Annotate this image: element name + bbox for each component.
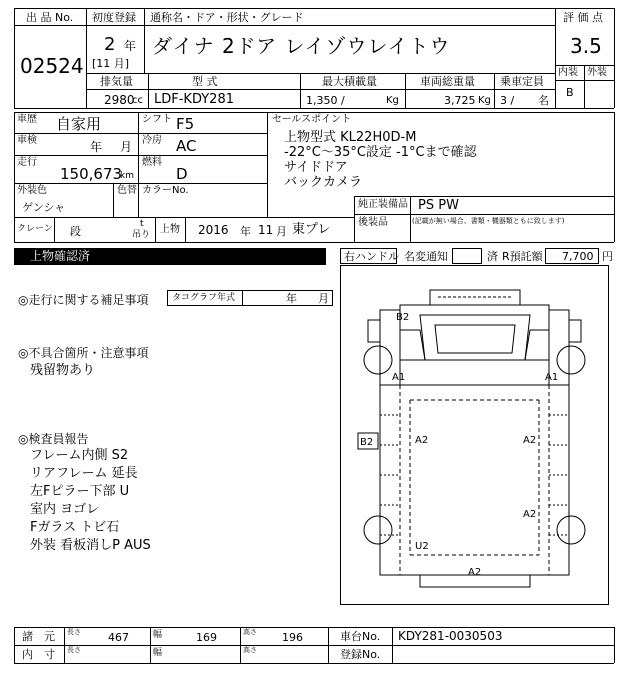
car-name: ダイナ 2ドア レイゾウレイトウ bbox=[152, 34, 451, 58]
rule bbox=[405, 73, 406, 108]
mileage-label: 走行 bbox=[17, 157, 37, 168]
damage-mark: A2 bbox=[468, 567, 482, 578]
rule bbox=[148, 73, 149, 108]
rear-right-wheel bbox=[557, 516, 585, 544]
crane-ton: t bbox=[140, 219, 144, 229]
rule bbox=[138, 112, 139, 217]
front-left-wheel bbox=[364, 346, 392, 374]
name-change-label: 名変通知 bbox=[404, 250, 448, 263]
length-value: 467 bbox=[108, 631, 129, 644]
aftermarket-label: 後装品 bbox=[358, 217, 388, 228]
max-load-value: 1,350 / bbox=[306, 94, 345, 107]
inspector-item: 室内 ヨゴレ bbox=[30, 502, 100, 517]
rule bbox=[14, 183, 267, 184]
inspector-item: リアフレーム 延長 bbox=[30, 466, 138, 481]
left-door bbox=[400, 330, 425, 360]
chassis-label: 車台No. bbox=[340, 630, 381, 643]
rule bbox=[86, 73, 555, 74]
length-label: 長さ bbox=[67, 628, 81, 636]
tacho-month: 月 bbox=[318, 292, 329, 305]
rule bbox=[242, 290, 243, 306]
rule bbox=[86, 8, 87, 108]
kg-unit-2: Kg bbox=[478, 95, 491, 106]
rule bbox=[410, 196, 411, 242]
rhd-label: 右ハンドル bbox=[344, 250, 399, 263]
inspector-item: Fガラス トビ石 bbox=[30, 520, 120, 535]
confirmed-banner-text: 上物確認済 bbox=[30, 249, 91, 263]
displacement-value: 2980 bbox=[104, 93, 135, 107]
interior-label: 内装 bbox=[558, 67, 578, 78]
rule bbox=[555, 8, 556, 108]
inspection-label: 車検 bbox=[17, 135, 37, 146]
damage-mark: U2 bbox=[415, 541, 429, 552]
sales-point-3: サイドドア bbox=[284, 160, 348, 175]
tacho-year: 年 bbox=[286, 292, 297, 305]
capacity-value: 3 / bbox=[500, 94, 515, 107]
ac-label: 冷房 bbox=[142, 135, 162, 146]
rule bbox=[54, 217, 55, 242]
name-change-box bbox=[452, 248, 482, 264]
dims-label: 諸 元 bbox=[22, 630, 55, 643]
roof-panel bbox=[435, 325, 515, 353]
width-label: 幅 bbox=[153, 630, 163, 640]
width-value: 169 bbox=[196, 631, 217, 644]
model-label: 型 式 bbox=[192, 75, 218, 88]
grade-label: 評 価 点 bbox=[563, 11, 603, 24]
rule bbox=[86, 89, 555, 90]
front-right-wheel bbox=[557, 346, 585, 374]
first-reg-label: 初度登録 bbox=[92, 11, 136, 24]
rule bbox=[14, 627, 15, 663]
kg-unit-1: Kg bbox=[386, 95, 399, 106]
inspection-year: 年 bbox=[90, 140, 103, 154]
body-year: 2016 bbox=[198, 223, 229, 237]
yen-unit: 円 bbox=[602, 250, 613, 263]
rule bbox=[14, 25, 86, 26]
rule bbox=[14, 108, 614, 109]
tax-label: 済 bbox=[487, 250, 498, 263]
damage-mark: A2 bbox=[415, 435, 429, 446]
recycle-value: 7,700 bbox=[562, 250, 594, 263]
shift-label: シフト bbox=[142, 114, 172, 125]
damage-mark: A2 bbox=[523, 509, 537, 520]
rule bbox=[155, 217, 156, 242]
crane-stage: 段 bbox=[70, 225, 81, 238]
left-mirror bbox=[368, 320, 380, 342]
damage-mark: B2 bbox=[360, 437, 374, 448]
overall-score: 3.5 bbox=[570, 34, 602, 58]
rule bbox=[300, 73, 301, 108]
color-change-label: 色替 bbox=[117, 185, 137, 196]
rule bbox=[354, 214, 614, 215]
inspector-item: 左Fピラー下部 U bbox=[30, 484, 130, 499]
gross-weight-value: 3,725 bbox=[444, 94, 476, 107]
rule bbox=[64, 627, 65, 663]
body-month: 11 bbox=[258, 223, 274, 237]
exterior-color-label: 外装色 bbox=[17, 185, 47, 196]
history-label: 車歴 bbox=[17, 114, 37, 125]
lot-label: 出 品 No. bbox=[26, 11, 74, 24]
fuel-value: D bbox=[176, 165, 188, 183]
right-door bbox=[525, 330, 549, 360]
rule bbox=[14, 242, 614, 243]
rule bbox=[14, 8, 15, 108]
rule bbox=[614, 627, 615, 663]
damage-mark: A1 bbox=[545, 372, 559, 383]
rule bbox=[494, 73, 495, 108]
rule bbox=[14, 8, 614, 9]
defect-item: 残留物あり bbox=[30, 363, 96, 378]
cargo-box bbox=[380, 385, 569, 575]
interior-dims-label: 内 寸 bbox=[22, 648, 55, 661]
history-value: 自家用 bbox=[56, 115, 102, 133]
aftermarket-note: (記載が無い場合、書類・機器類ともに致します) bbox=[412, 217, 565, 225]
rear-left-wheel bbox=[364, 516, 392, 544]
rule bbox=[86, 25, 555, 26]
rule bbox=[614, 8, 615, 108]
sales-point-4: バックカメラ bbox=[284, 175, 363, 190]
rule bbox=[14, 645, 614, 646]
rule bbox=[14, 627, 614, 628]
capacity-label: 乗車定員 bbox=[500, 75, 544, 88]
rule bbox=[150, 627, 151, 663]
fuel-label: 燃料 bbox=[142, 157, 162, 168]
inspector-item: 外装 看板消しP AUS bbox=[30, 538, 151, 553]
max-load-label: 最大積載量 bbox=[322, 75, 377, 88]
box-floor bbox=[410, 400, 539, 555]
ac-value: AC bbox=[176, 137, 197, 155]
persons-unit: 名 bbox=[538, 94, 549, 107]
height-label: 高さ bbox=[243, 628, 257, 636]
cc-unit: cc bbox=[132, 95, 143, 106]
truck-diagram bbox=[340, 265, 609, 605]
tacho-label: タコグラフ年式 bbox=[172, 293, 236, 303]
rule bbox=[555, 80, 614, 81]
rule bbox=[14, 217, 354, 218]
interior-grade: B bbox=[566, 86, 574, 99]
right-mirror bbox=[569, 320, 581, 342]
rule bbox=[14, 663, 614, 664]
rule bbox=[328, 627, 329, 663]
rule bbox=[144, 8, 145, 73]
in-height-label: 高さ bbox=[243, 646, 257, 654]
rule bbox=[185, 217, 186, 242]
chassis-number: KDY281-0030503 bbox=[398, 629, 503, 643]
equipment-label: 純正装備品 bbox=[358, 199, 408, 210]
damage-mark: B2 bbox=[396, 312, 410, 323]
defects-label: ◎不具合箇所・注意事項 bbox=[18, 346, 149, 360]
lot-number: 02524 bbox=[20, 54, 84, 78]
rule bbox=[113, 183, 114, 217]
rule bbox=[14, 112, 15, 242]
registration-label: 登録No. bbox=[340, 648, 381, 661]
crane-label: クレーン bbox=[17, 224, 53, 234]
exterior-label: 外装 bbox=[587, 67, 607, 78]
sales-point-2: -22°C～35°C設定 -1°Cまで確認 bbox=[284, 145, 477, 160]
rule bbox=[14, 112, 614, 113]
damage-mark: A1 bbox=[392, 372, 406, 383]
body-label: 上物 bbox=[160, 224, 180, 235]
inspector-label: ◎検査員報告 bbox=[18, 432, 89, 446]
sales-point-1: 上物型式 KL22H0D-M bbox=[284, 130, 417, 145]
rule bbox=[392, 627, 393, 663]
km-unit: km bbox=[120, 171, 134, 181]
recycle-label: R預託額 bbox=[502, 250, 543, 263]
displacement-label: 排気量 bbox=[100, 75, 133, 88]
first-reg-year-unit: 年 bbox=[124, 39, 137, 53]
exterior-color-value: ゲンシャ bbox=[22, 201, 66, 214]
height-value: 196 bbox=[282, 631, 303, 644]
rule bbox=[14, 133, 267, 134]
damage-mark: A2 bbox=[523, 435, 537, 446]
first-reg-month: [11 月] bbox=[92, 57, 130, 70]
in-length-label: 長さ bbox=[67, 646, 81, 654]
body-year-unit: 年 bbox=[240, 225, 251, 238]
crane-lift: 吊り bbox=[132, 230, 151, 240]
body-maker: 東プレ bbox=[292, 222, 331, 237]
rule bbox=[584, 65, 585, 108]
sales-points-label: セールスポイント bbox=[272, 114, 352, 125]
body-month-unit: 月 bbox=[276, 225, 287, 238]
rule bbox=[354, 196, 355, 242]
first-reg-year: 2 bbox=[104, 34, 116, 55]
mileage-value: 150,673 bbox=[60, 165, 123, 183]
rule bbox=[267, 112, 268, 217]
name-label: 通称名・ドア・形状・グレード bbox=[150, 11, 304, 24]
gross-weight-label: 車両総重量 bbox=[420, 75, 475, 88]
model-value: LDF-KDY281 bbox=[154, 92, 234, 107]
running-notes-label: ◎走行に関する補足事項 bbox=[18, 293, 149, 307]
inspection-month: 月 bbox=[120, 140, 133, 154]
shift-value: F5 bbox=[176, 115, 195, 133]
color-no-label: カラーNo. bbox=[142, 185, 189, 196]
inspector-item: フレーム内側 S2 bbox=[30, 448, 129, 463]
rule bbox=[614, 112, 615, 242]
rule bbox=[354, 196, 614, 197]
rule bbox=[14, 155, 267, 156]
equipment-value: PS PW bbox=[418, 198, 459, 213]
in-width-label: 幅 bbox=[153, 648, 163, 658]
rule bbox=[240, 627, 241, 663]
confirmed-banner bbox=[14, 248, 326, 265]
